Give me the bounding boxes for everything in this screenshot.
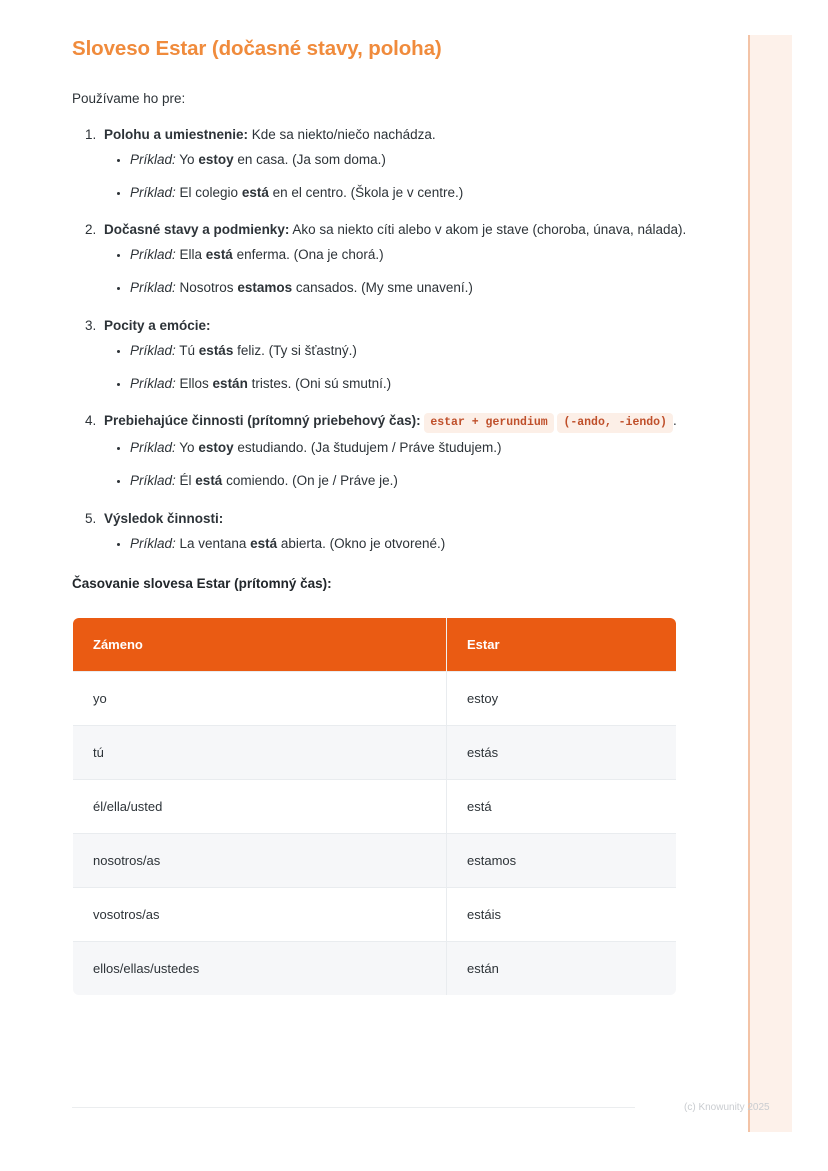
example-verb: está [250, 535, 278, 551]
intro-text: Používame ho pre: [72, 90, 186, 106]
list-item [100, 220, 700, 298]
example-list [104, 534, 700, 554]
table-cell-pronoun: yo [73, 671, 447, 725]
example-verb: estás [198, 342, 234, 358]
usage-list [72, 125, 700, 554]
table-cell-estar: estamos [447, 833, 677, 887]
example-post: abierta. (Okno je otvorené.) [277, 535, 446, 551]
table-cell-estar: está [447, 779, 677, 833]
example-label: Príklad: [130, 440, 176, 456]
example-verb: estoy [198, 440, 234, 456]
footer-divider [72, 1107, 635, 1108]
page-title: Sloveso Estar (dočasné stavy, poloha) [72, 37, 442, 60]
example-post: en casa. (Ja som doma.) [233, 151, 386, 167]
example-post: enferma. (Ona je chorá.) [232, 247, 384, 263]
table-cell-estar: estoy [447, 671, 677, 725]
example-verb: está [241, 185, 269, 201]
example-label: Príklad: [130, 247, 176, 263]
example-post: tristes. (Oni sú smutní.) [247, 375, 392, 391]
table-body [73, 671, 677, 995]
example-post: cansados. (My sme unavení.) [292, 280, 473, 296]
example-list [104, 245, 700, 299]
table-header [73, 617, 677, 671]
example-label: Príklad: [130, 535, 176, 551]
list-item [130, 278, 700, 298]
usage-description: Ako sa niekto cíti alebo v akom je stave (choroba, únava, nálada). [289, 222, 687, 238]
example-pre: Yo [175, 151, 199, 167]
table-header-row [73, 617, 677, 671]
example-label: Príklad: [130, 342, 176, 358]
usage-heading: Dočasné stavy a podmienky: [104, 222, 290, 238]
list-item [130, 150, 700, 170]
list-item [100, 509, 700, 554]
example-pre: El colegio [175, 185, 242, 201]
code-snippet-part-2: (-ando, -iendo) [557, 413, 673, 433]
table-cell-pronoun: él/ella/usted [73, 779, 447, 833]
list-item [130, 341, 700, 361]
code-snippet-part-1: estar + gerundium [424, 413, 553, 433]
table-row [73, 941, 677, 995]
table-cell-pronoun: nosotros/as [73, 833, 447, 887]
example-label: Príklad: [130, 151, 176, 167]
list-item [100, 316, 700, 394]
list-item [130, 438, 700, 458]
table-header-pronoun: Zámeno [73, 617, 447, 671]
example-post: en el centro. (Škola je v centre.) [268, 185, 464, 201]
conjugation-table [72, 617, 677, 996]
example-post: feliz. (Ty si šťastný.) [233, 342, 357, 358]
example-verb: estamos [237, 280, 293, 296]
table-row [73, 887, 677, 941]
example-label: Príklad: [130, 185, 176, 201]
example-verb: estoy [198, 151, 234, 167]
list-item [100, 411, 700, 492]
example-pre: Ellos [175, 375, 213, 391]
table-cell-estar: estáis [447, 887, 677, 941]
table-row [73, 671, 677, 725]
list-item [130, 534, 700, 554]
footer-copyright: (c) Knowunity 2025 [684, 1102, 770, 1113]
example-list [104, 150, 700, 204]
table-cell-estar: están [447, 941, 677, 995]
decorative-side-strip [748, 35, 792, 1132]
list-item [130, 183, 700, 203]
list-item [130, 471, 700, 491]
example-pre: Ella [175, 247, 206, 263]
example-list [104, 438, 700, 492]
example-post: comiendo. (On je / Práve je.) [222, 473, 398, 489]
conjugation-heading: Časovanie slovesa Estar (prítomný čas): [72, 575, 332, 591]
table-row [73, 725, 677, 779]
table-cell-pronoun: tú [73, 725, 447, 779]
example-verb: está [205, 247, 233, 263]
usage-heading: Výsledok činnosti: [104, 510, 224, 526]
list-item [130, 374, 700, 394]
example-verb: están [212, 375, 248, 391]
table-row [73, 833, 677, 887]
table-cell-pronoun: vosotros/as [73, 887, 447, 941]
example-label: Príklad: [130, 375, 176, 391]
example-label: Príklad: [130, 280, 176, 296]
example-label: Príklad: [130, 473, 176, 489]
usage-heading: Pocity a emócie: [104, 317, 211, 333]
example-pre: Nosotros [175, 280, 238, 296]
example-post: estudiando. (Ja študujem / Práve študujem.) [233, 440, 502, 456]
example-verb: está [195, 473, 223, 489]
example-pre: La ventana [175, 535, 251, 551]
example-pre: Yo [175, 440, 199, 456]
example-pre: Él [175, 473, 196, 489]
usage-description: Kde sa niekto/niečo nachádza. [248, 126, 436, 142]
table-row [73, 779, 677, 833]
table-cell-pronoun: ellos/ellas/ustedes [73, 941, 447, 995]
code-suffix: . [672, 413, 677, 429]
usage-heading: Prebiehajúce činnosti (prítomný priebehový čas): [104, 413, 421, 429]
list-item [100, 125, 700, 203]
table-header-estar: Estar [447, 617, 677, 671]
list-item [130, 245, 700, 265]
example-list [104, 341, 700, 395]
table-cell-estar: estás [447, 725, 677, 779]
usage-heading: Polohu a umiestnenie: [104, 126, 249, 142]
example-pre: Tú [175, 342, 199, 358]
